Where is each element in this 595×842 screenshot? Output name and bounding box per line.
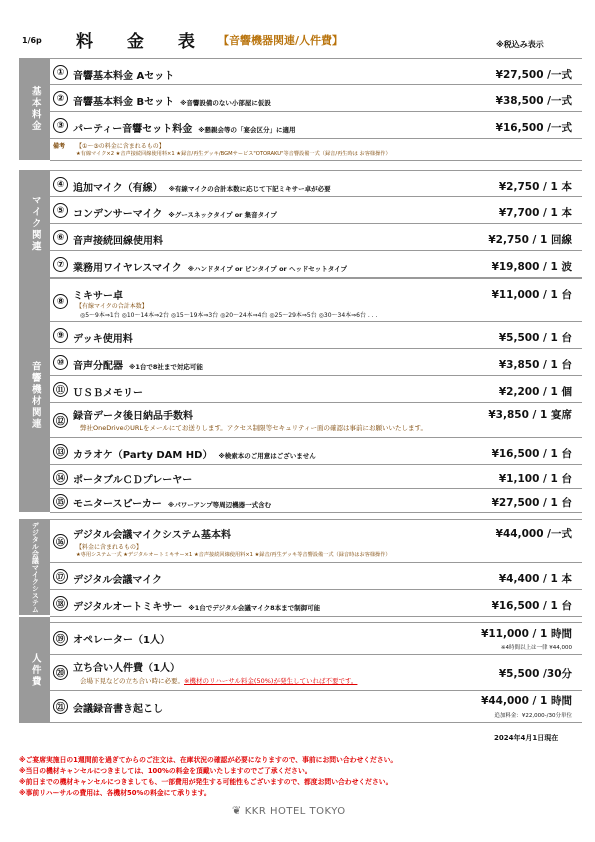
item-price: ¥19,800 / 1 波 [491,261,572,273]
section-mic-label: マイク関連 [19,170,50,278]
item-number: ⑳ [53,665,68,680]
section-digital-label: デジタル会議マイクシステム [19,519,50,615]
price-row [50,590,582,617]
price-row [50,691,582,723]
price-row [50,376,582,403]
tachiai-note-a: 会場下見などの立ち合い時に必要。 [80,677,184,685]
price-row [50,465,582,489]
item-name-wrap [73,357,203,372]
price-row [50,349,582,376]
item-price: ¥3,850 / 1 台 [498,359,572,371]
biko-heading: 【①～③の料金に含まれるもの】 [76,143,165,150]
item-number: ⑧ [53,294,68,309]
item-number: ④ [53,177,68,192]
item-note: ※有線マイクの合計本数に応じて下記ミキサー卓が必要 [168,185,331,193]
mixer-detail: ◎5～9本⇒1台 ◎10～14本⇒2台 ◎15～19本⇒3台 ◎20～24本⇒4台 ◎25～29本⇒5台 ◎30～34本⇒6台 . . . [80,312,378,319]
mixer-heading: 【有線マイクの合計本数】 [76,303,148,310]
footnote: ※ご宴席実施日の1週間前を過ぎてからのご注文は、在庫状況の確認が必要になりますので、事前にお問い合わせください。 [19,756,398,764]
item-name: ポータブルＣＤプレーヤー [73,475,193,486]
item-number: ⑪ [53,382,68,397]
item-price: ¥44,000 / 1 時間 [481,695,572,707]
item-name: デジタルオートミキサー [73,602,183,613]
transcription-note: 追加料金：¥22,000-/30分単位 [494,713,572,719]
price-row [50,322,582,349]
price-row [50,112,582,139]
item-note: ※ハンドタイプ or ピンタイプ or ヘッドセットタイプ [187,265,347,273]
item-price: ¥3,850 / 1 宴席 [488,409,572,421]
price-row [50,58,582,85]
item-price: ¥5,500 /30分 [498,668,572,680]
item-name: パーティー音響セット料金 [73,124,193,135]
item-number: ③ [53,118,68,133]
recording-note: 弊社OneDriveのURLをメールにてお送りします。アクセス制限等セキュリティー面の確認は事前にお願いいたします。 [80,424,427,432]
price-row [50,278,582,322]
item-number: ⑭ [53,470,68,485]
section-equipment-label: 音響機材関連 [19,278,50,512]
item-number: ⑱ [53,596,68,611]
item-number: ⑫ [53,413,68,428]
item-name: コンデンサーマイク [73,209,163,220]
item-number: ① [53,65,68,80]
effective-date: 2024年4月1日現在 [494,734,559,742]
tachiai-note-b: ※機材のリハーサル料金(50%)が発生していれば不要です。 [184,677,358,685]
item-name: 業務用ワイヤレスマイク [73,263,182,274]
price-row [50,519,582,563]
item-number: ㉑ [53,699,68,714]
item-number: ⑨ [53,328,68,343]
item-number: ⑰ [53,569,68,584]
footnote: ※前日までの機材キャンセルにつきましても、一部費用が発生する可能性もございますので、都度お問い合わせください。 [19,778,393,786]
item-price: ¥2,750 / 1 回線 [488,234,572,246]
item-note: ※1台で8社まで対応可能 [129,363,203,371]
item-price: ¥16,500 /一式 [495,122,572,134]
price-row [50,489,582,513]
section-staff-label: 人件費 [19,617,50,723]
item-name: 音声接続回線使用料 [73,236,163,247]
digital-detail: ★専用システム一式 ★デジタルオートミキサー×1 ★音声接続回線使用料×1 ★録音/再生デッキ等音響設備一式（録音時はお客様操作） [76,552,391,558]
item-number: ⑩ [53,355,68,370]
item-number: ⑲ [53,631,68,646]
item-name: 録音データ後日納品手数料 [73,411,193,422]
item-price: ¥4,400 / 1 本 [498,573,572,585]
price-row [50,563,582,590]
item-price: ¥1,100 / 1 台 [498,473,572,485]
item-number: ⑦ [53,257,68,272]
item-name-wrap [73,495,271,510]
item-name: オペレーター（1人） [73,635,170,646]
item-name-wrap [73,259,347,274]
item-number: ⑮ [53,494,68,509]
operator-note: ※4時間以上は一律 ¥44,000 [500,645,572,651]
item-note: ※パワーアンプ等周辺機器一式含む [167,501,272,509]
item-price: ¥11,000 / 1 時間 [481,628,572,640]
item-number: ⑥ [53,230,68,245]
page-number: 1/6p [22,36,42,45]
price-row [50,655,582,691]
biko-row [50,139,582,161]
item-price: ¥44,000 /一式 [495,528,572,540]
item-note: ※懇親会等の「宴会区分」に適用 [198,126,296,134]
item-note: ※1台でデジタル会議マイク8本まで制御可能 [188,604,321,612]
item-price: ¥7,700 / 1 本 [498,207,572,219]
leaf-icon: ❦ [232,804,242,817]
digital-heading: 【料金に含まれるもの】 [76,544,143,551]
item-name: 立ち合い人件費（1人） [73,663,180,674]
item-name: デジタル会議マイクシステム基本料 [73,530,231,541]
item-price: ¥11,000 / 1 台 [491,289,572,301]
tax-note: ※税込み表示 [496,40,544,49]
biko-label: 備考 [53,143,66,150]
price-row [50,438,582,465]
item-note: ※音響設備のない小部屋に仮設 [180,99,271,107]
item-price: ¥5,500 / 1 台 [498,332,572,344]
price-row [50,403,582,438]
item-price: ¥16,500 / 1 台 [491,448,572,460]
item-name: カラオケ（Party DAM HD） [73,450,213,461]
item-name: デジタル会議マイク [73,575,162,586]
item-name: デッキ使用料 [73,334,133,345]
hotel-logo [232,804,346,817]
price-row [50,197,582,224]
item-name: 音響基本料金 Bセット [73,97,175,108]
price-row [50,85,582,112]
price-row [50,622,582,655]
item-name: 音響基本料金 Aセット [73,71,175,82]
item-name: ＵＳＢメモリー [73,388,143,399]
price-row [50,224,582,251]
item-number: ⑯ [53,534,68,549]
item-price: ¥27,500 /一式 [495,69,572,81]
item-name: モニタースピーカー [73,499,162,510]
item-name: ミキサー卓 [73,291,123,302]
section-basic-label: 基本料金 [19,58,50,160]
item-name-wrap [73,120,296,135]
item-name-wrap [73,446,316,461]
tachiai-note [80,676,357,685]
footnote: ※当日の機材キャンセルにつきましては、100%の料金を頂戴いたしますのでご了承ください。 [19,767,312,775]
biko-detail: ★有線マイク×2 ★音声接続回線使用料×1 ★録音/再生デッキ/BGMサービス"OTORAKU"等音響設備一式（録音/再生時は お客様操作） [76,151,391,157]
item-price: ¥2,750 / 1 本 [498,181,572,193]
price-row [50,251,582,278]
hotel-logo-text: KKR HOTEL TOKYO [244,806,346,817]
item-note: ※検索本のご用意はございません [218,452,316,460]
item-name-wrap [73,179,331,194]
item-name-wrap [73,205,277,220]
item-number: ⑤ [53,203,68,218]
item-price: ¥27,500 / 1 台 [491,497,572,509]
item-name: 追加マイク（有線） [73,183,163,194]
item-number: ② [53,91,68,106]
page-subtitle: 【音響機器関連/人件費】 [218,34,344,47]
item-name: 音声分配器 [73,361,123,372]
item-note: ※グースネックタイプ or 集音タイプ [168,211,277,219]
item-price: ¥2,200 / 1 個 [498,386,572,398]
page-title: 料 金 表 [76,32,209,52]
item-name-wrap [73,93,271,108]
item-number: ⑬ [53,444,68,459]
footnote: ※事前リハーサルの費用は、各機材50%の料金にて承ります。 [19,789,211,797]
item-price: ¥16,500 / 1 台 [491,600,572,612]
item-price: ¥38,500 /一式 [495,95,572,107]
price-row [50,170,582,197]
item-name: 会議録音書き起こし [73,704,163,715]
item-name-wrap [73,598,320,613]
